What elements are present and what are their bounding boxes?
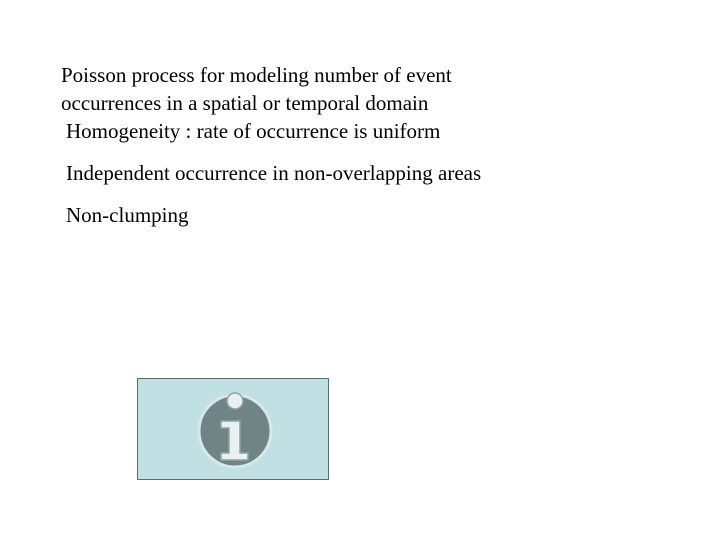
- info-icon: [195, 387, 275, 469]
- paragraph-poisson-process: Poisson process for modeling number of event occurrences in a spatial or temporal domain: [61, 63, 452, 115]
- info-box: [137, 378, 329, 480]
- paragraph-homogeneity: Homogeneity : rate of occurrence is uniform: [66, 119, 441, 143]
- slide-text-body: [61, 61, 501, 229]
- paragraph-independent-occurrence: Independent occurrence in non-overlapping areas: [66, 161, 482, 185]
- paragraph-non-clumping: Non-clumping: [66, 203, 189, 227]
